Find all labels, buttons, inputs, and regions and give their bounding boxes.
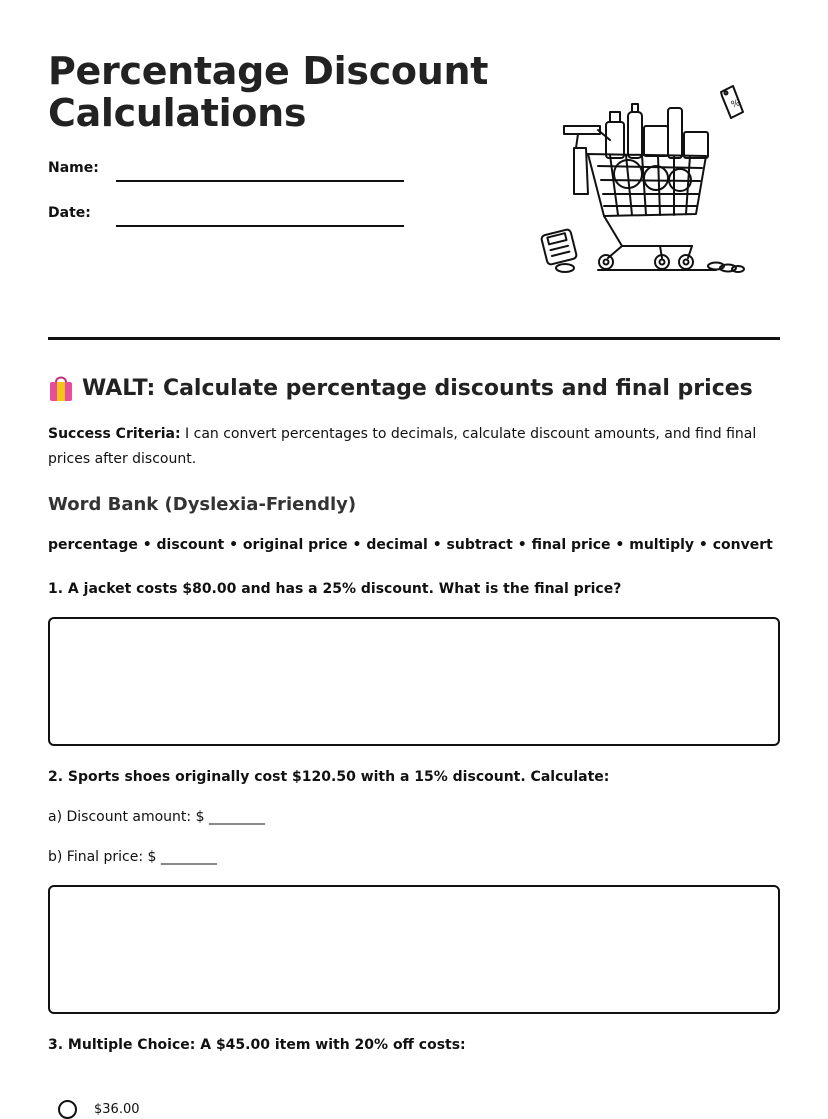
calculator-icon xyxy=(541,229,577,265)
option-1[interactable] xyxy=(58,1100,140,1119)
answer-box-1[interactable] xyxy=(48,617,780,746)
question-3: 3. Multiple Choice: A $45.00 item with 20% off costs: xyxy=(48,1037,466,1053)
shopping-bag-icon xyxy=(48,374,74,402)
section-divider xyxy=(48,337,780,340)
date-field[interactable] xyxy=(116,225,404,227)
word-bank-title: Word Bank (Dyslexia-Friendly) xyxy=(48,494,357,515)
walt-text: WALT: Calculate percentage discounts and final prices xyxy=(82,375,753,401)
name-field[interactable] xyxy=(116,180,404,182)
walt-heading xyxy=(48,374,753,402)
title-line-2: Calculations xyxy=(48,91,307,135)
option-1-label: $36.00 xyxy=(94,1102,140,1117)
date-label: Date: xyxy=(48,205,91,221)
radio-button[interactable] xyxy=(58,1100,77,1119)
name-label: Name: xyxy=(48,160,99,176)
answer-box-2[interactable] xyxy=(48,885,780,1014)
success-criteria-text: I can convert percentages to decimals, calculate discount amounts, and find final prices after discount. xyxy=(48,426,757,467)
success-criteria xyxy=(48,422,780,472)
title-line-1: Percentage Discount xyxy=(48,49,489,93)
question-2b: b) Final price: $ ________ xyxy=(48,849,217,865)
question-2: 2. Sports shoes originally cost $120.50 with a 15% discount. Calculate: xyxy=(48,769,610,785)
question-2a: a) Discount amount: $ ________ xyxy=(48,809,265,825)
word-bank-words: percentage • discount • original price • decimal • subtract • final price • multiply • convert xyxy=(48,537,773,553)
success-criteria-label: Success Criteria: xyxy=(48,426,181,442)
shopping-cart-icon xyxy=(538,82,750,278)
question-1: 1. A jacket costs $80.00 and has a 25% discount. What is the final price? xyxy=(48,581,622,597)
price-tag-text: % xyxy=(729,98,742,111)
page-title xyxy=(48,50,488,134)
